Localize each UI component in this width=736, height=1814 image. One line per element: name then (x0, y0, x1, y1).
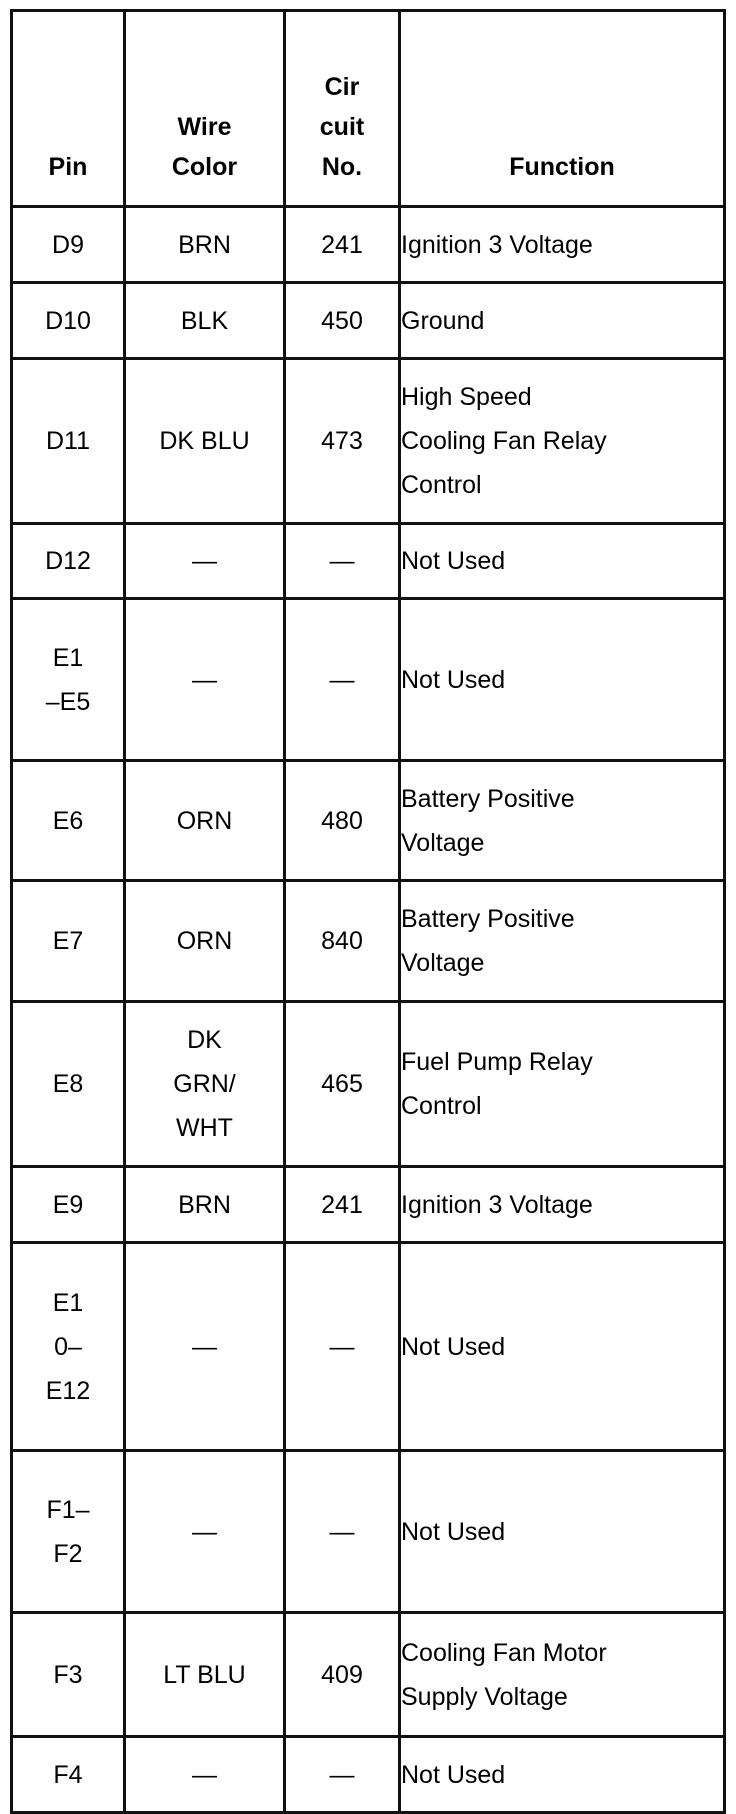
circuit-cell: 465 (285, 1002, 400, 1167)
circuit-cell: 241 (285, 1167, 400, 1243)
wire-color-cell: — (125, 1737, 285, 1813)
pin-cell: D10 (12, 283, 125, 359)
table-row (12, 207, 725, 283)
function-cell: Not Used (400, 1451, 725, 1613)
table-row (12, 1737, 725, 1813)
pin-cell: D9 (12, 207, 125, 283)
wire-color-cell: ORN (125, 761, 285, 881)
circuit-cell: — (285, 524, 400, 599)
circuit-cell: 241 (285, 207, 400, 283)
circuit-cell: 409 (285, 1613, 400, 1737)
wire-color-cell: — (125, 1451, 285, 1613)
circuit-cell: 450 (285, 283, 400, 359)
wire-color-cell: BLK (125, 283, 285, 359)
pin-cell: F4 (12, 1737, 125, 1813)
function-cell: Ignition 3 Voltage (400, 1167, 725, 1243)
pin-table (10, 9, 726, 1814)
wire-color-cell: ORN (125, 881, 285, 1002)
table-row (12, 1451, 725, 1613)
wire-color-cell: — (125, 1243, 285, 1451)
function-cell: Fuel Pump Relay Control (400, 1002, 725, 1167)
function-cell: Ground (400, 283, 725, 359)
function-cell: Battery Positive Voltage (400, 761, 725, 881)
pin-cell: E9 (12, 1167, 125, 1243)
wire-color-cell: DK BLU (125, 359, 285, 524)
pin-cell: E6 (12, 761, 125, 881)
pin-cell: E1 0– E12 (12, 1243, 125, 1451)
header-circuit-no: Cir cuit No. (285, 11, 400, 207)
pin-cell: D12 (12, 524, 125, 599)
circuit-cell: — (285, 1451, 400, 1613)
table-row (12, 359, 725, 524)
pin-cell: F3 (12, 1613, 125, 1737)
function-cell: Not Used (400, 1243, 725, 1451)
circuit-cell: — (285, 1737, 400, 1813)
function-cell: Cooling Fan Motor Supply Voltage (400, 1613, 725, 1737)
table-row (12, 524, 725, 599)
table-row (12, 1002, 725, 1167)
circuit-cell: 840 (285, 881, 400, 1002)
header-wire-color: Wire Color (125, 11, 285, 207)
pin-cell: E1 –E5 (12, 599, 125, 761)
function-cell: Not Used (400, 599, 725, 761)
header-function: Function (400, 11, 725, 207)
pin-cell: F1– F2 (12, 1451, 125, 1613)
wire-color-cell: — (125, 599, 285, 761)
circuit-cell: — (285, 1243, 400, 1451)
header-row (12, 11, 725, 207)
function-cell: Ignition 3 Voltage (400, 207, 725, 283)
wire-color-cell: DK GRN/ WHT (125, 1002, 285, 1167)
pin-cell: E8 (12, 1002, 125, 1167)
table-row (12, 1243, 725, 1451)
pin-cell: E7 (12, 881, 125, 1002)
table-row (12, 1167, 725, 1243)
function-cell: Not Used (400, 524, 725, 599)
wire-color-cell: LT BLU (125, 1613, 285, 1737)
table-row (12, 283, 725, 359)
header-pin: Pin (12, 11, 125, 207)
circuit-cell: 473 (285, 359, 400, 524)
table-row (12, 881, 725, 1002)
table-row (12, 761, 725, 881)
pin-cell: D11 (12, 359, 125, 524)
wire-color-cell: — (125, 524, 285, 599)
table-row (12, 1613, 725, 1737)
wire-color-cell: BRN (125, 207, 285, 283)
function-cell: Not Used (400, 1737, 725, 1813)
circuit-cell: — (285, 599, 400, 761)
wire-color-cell: BRN (125, 1167, 285, 1243)
function-cell: Battery Positive Voltage (400, 881, 725, 1002)
table-row (12, 599, 725, 761)
function-cell: High Speed Cooling Fan Relay Control (400, 359, 725, 524)
circuit-cell: 480 (285, 761, 400, 881)
